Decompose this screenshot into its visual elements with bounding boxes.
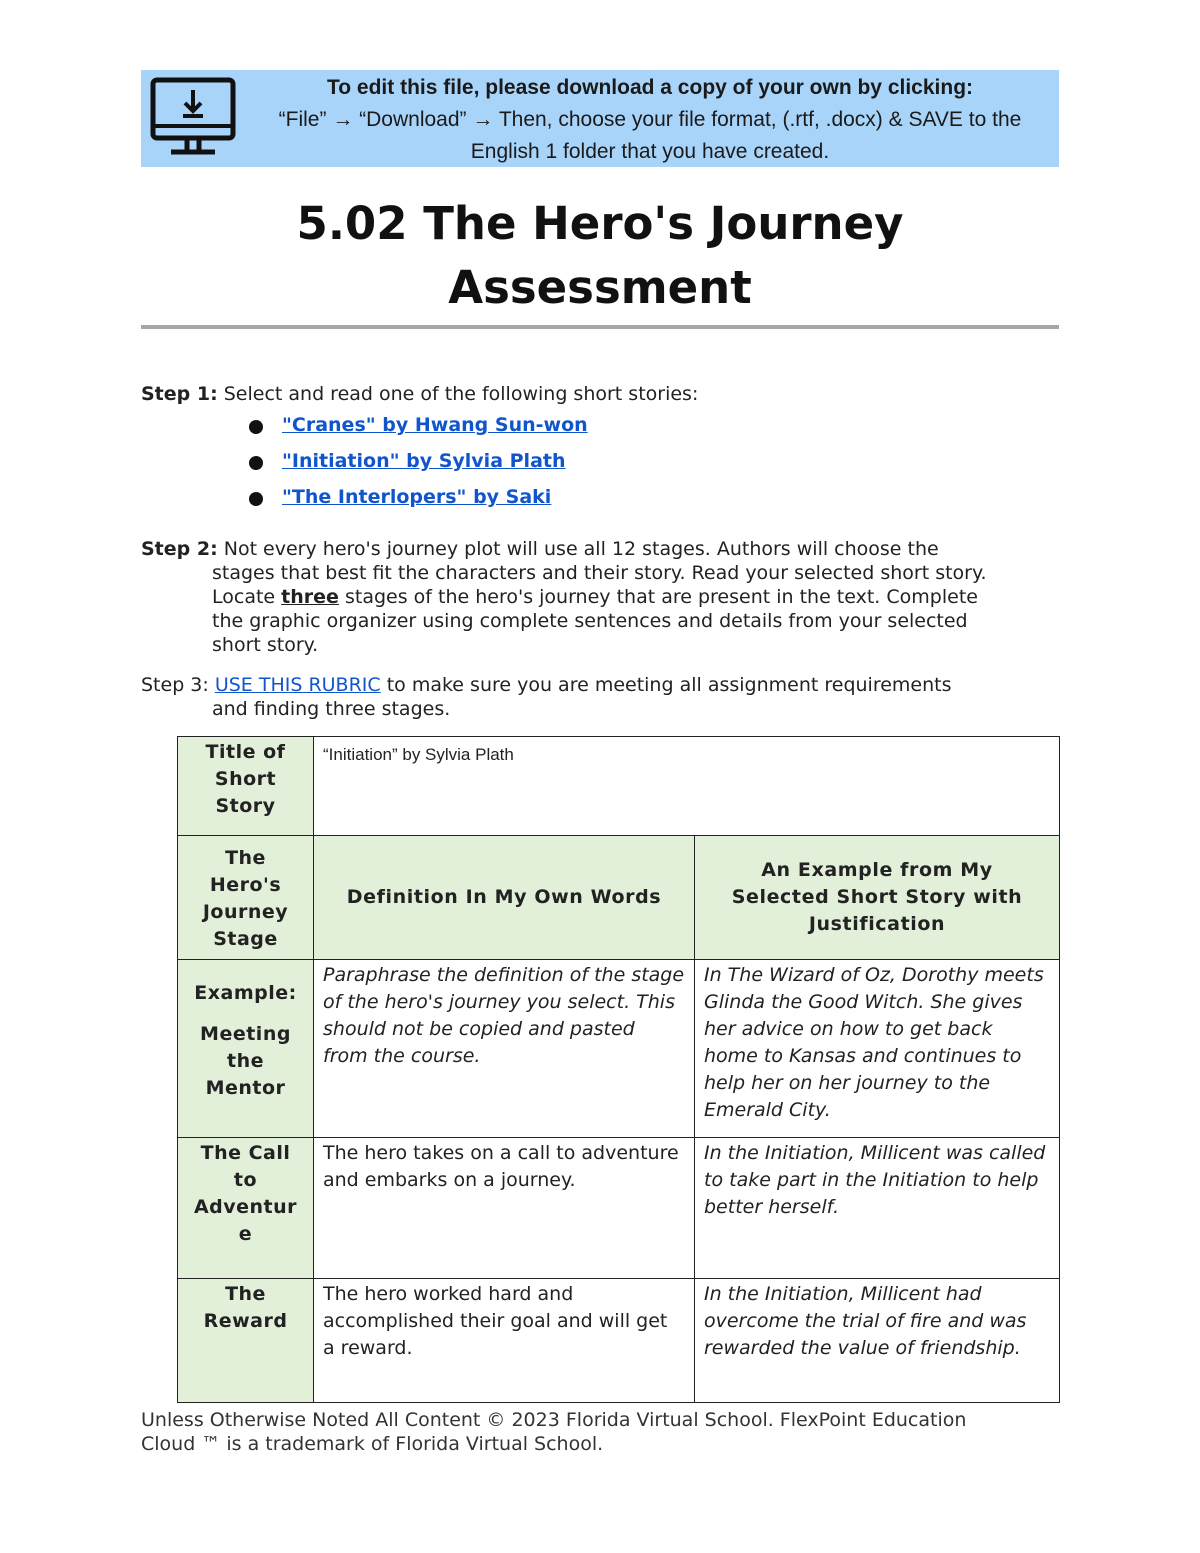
bullet-icon <box>249 492 263 506</box>
title-label-line: Short <box>214 768 277 790</box>
definition-cell[interactable]: Paraphrase the definition of the stage of the hero's journey you select. This should not be copied and pasted from the course. <box>314 960 695 1138</box>
stage-header-line: The <box>225 846 266 869</box>
definition-cell[interactable]: The hero worked hard and accomplished their goal and will get a reward. <box>314 1279 695 1403</box>
step-1-text: Select and read one of the following short stories: <box>223 383 699 405</box>
rubric-link[interactable]: USE THIS RUBRIC <box>214 674 381 696</box>
example-cell[interactable]: In The Wizard of Oz, Dorothy meets Glinda the Good Witch. She gives her advice on how to get back home to Kansas and continues to help her on her journey to the Emerald City. <box>695 960 1060 1138</box>
example-header-line: Selected Short Story with <box>731 886 1023 908</box>
stage-header-line: Hero's <box>209 873 282 896</box>
step-3-line-1: to make sure you are meeting all assignment requirements <box>386 674 952 696</box>
definition-cell[interactable]: The hero takes on a call to adventure and embarks on a journey. <box>314 1138 695 1279</box>
definition-header-cell: Definition In My Own Words <box>314 836 695 960</box>
stage-line: the <box>227 1050 264 1072</box>
list-item <box>246 484 588 520</box>
title-divider <box>141 325 1059 329</box>
banner-text <box>241 72 1059 168</box>
copyright-footer <box>141 1408 1071 1456</box>
step-2 <box>141 537 1071 657</box>
page-title-line-1: 5.02 The Hero's Journey <box>296 197 904 250</box>
banner-title: To edit this file, please download a copy of your own by clicking: <box>326 76 974 99</box>
page-title-line-2: Assessment <box>448 261 752 314</box>
step-2-emphasis-three: three <box>281 586 339 608</box>
story-link-interlopers[interactable]: "The Interlopers" by Saki <box>282 486 552 508</box>
table-row-title <box>178 737 1060 836</box>
story-list <box>246 412 588 520</box>
download-instructions-banner <box>141 70 1059 167</box>
story-link-initiation[interactable]: "Initiation" by Sylvia Plath <box>282 450 566 472</box>
step-2-line-1: Not every hero's journey plot will use all 12 stages. Authors will choose the <box>223 538 939 560</box>
step-2-label: Step 2: <box>141 538 218 560</box>
stage-line: Meeting <box>200 1023 291 1045</box>
step-1-label: Step 1: <box>141 383 218 405</box>
list-item <box>246 448 588 484</box>
stage-line: Reward <box>203 1310 288 1332</box>
story-title-field[interactable]: “Initiation” by Sylvia Plath <box>314 737 1060 836</box>
table-row <box>178 1279 1060 1403</box>
stage-line: Mentor <box>205 1077 286 1099</box>
step-3-line-2: and finding three stages. <box>212 698 451 720</box>
title-label-line: Title of <box>205 741 286 763</box>
page-title <box>141 192 1059 320</box>
footer-line-1: Unless Otherwise Noted All Content © 2023 Florida Virtual School. FlexPoint Education <box>141 1409 967 1431</box>
bullet-icon <box>249 420 263 434</box>
banner-line-2: “File” → “Download” → Then, choose your file format, (.rtf, .docx) & SAVE to the <box>278 108 1022 131</box>
table-row <box>178 1138 1060 1279</box>
graphic-organizer-table <box>177 736 1060 1403</box>
bullet-icon <box>249 456 263 470</box>
stage-header-line: Stage <box>213 927 278 950</box>
stage-header-cell <box>178 836 314 960</box>
stage-line: e <box>238 1223 253 1245</box>
example-header-line: An Example from My <box>761 859 993 881</box>
stage-cell-example <box>178 960 314 1138</box>
stage-line: Example: <box>194 982 297 1004</box>
example-cell[interactable]: In the Initiation, Millicent was called to take part in the Initiation to help better herself. <box>695 1138 1060 1279</box>
footer-line-2: Cloud ™ is a trademark of Florida Virtual School. <box>141 1433 604 1455</box>
stage-line: The Call <box>200 1142 291 1164</box>
stage-line: Adventur <box>193 1196 298 1218</box>
stage-line: to <box>233 1169 258 1191</box>
example-cell[interactable]: In the Initiation, Millicent had overcome the trial of fire and was rewarded the value of friendship. <box>695 1279 1060 1403</box>
stage-header-line: Journey <box>202 900 289 923</box>
download-monitor-icon <box>149 76 239 160</box>
table-row <box>178 960 1060 1138</box>
story-link-cranes[interactable]: "Cranes" by Hwang Sun-won <box>282 414 588 436</box>
stage-cell-reward <box>178 1279 314 1403</box>
step-2-line-3-pre: Locate <box>212 586 276 608</box>
step-3 <box>141 673 1071 721</box>
example-header-line: Justification <box>808 913 946 935</box>
list-item <box>246 412 588 448</box>
stage-cell-call-to-adventure <box>178 1138 314 1279</box>
step-2-line-2: stages that best fit the characters and their story. Read your selected short story. <box>212 562 987 584</box>
step-2-line-3 <box>141 585 1071 609</box>
step-1 <box>141 382 698 406</box>
stage-line: The <box>225 1283 266 1305</box>
step-3-label: Step 3: <box>141 674 209 696</box>
step-2-line-5: short story. <box>212 634 319 656</box>
table-header-row <box>178 836 1060 960</box>
step-2-line-4: the graphic organizer using complete sentences and details from your selected <box>212 610 968 632</box>
example-header-cell <box>695 836 1060 960</box>
step-2-line-3-post: stages of the hero's journey that are present in the text. Complete <box>344 586 978 608</box>
banner-line-3: English 1 folder that you have created. <box>470 140 830 163</box>
title-label-cell <box>178 737 314 836</box>
title-label-line: Story <box>215 795 276 817</box>
